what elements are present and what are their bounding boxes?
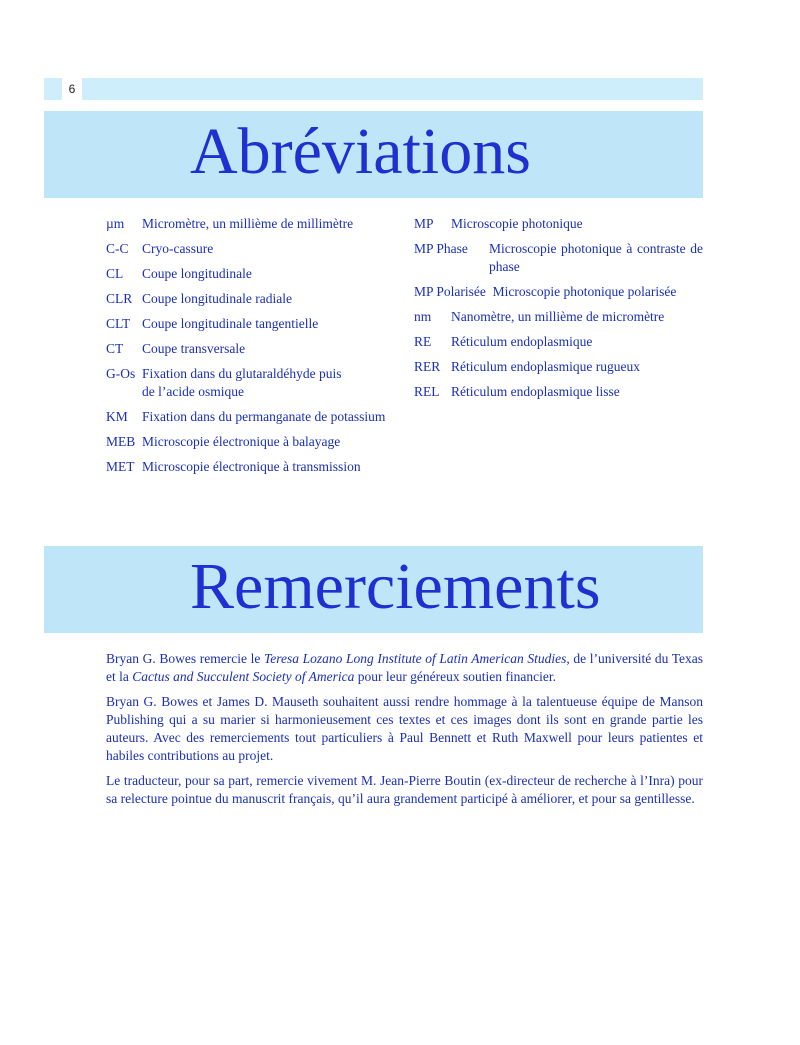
acknowledgements-body [106,650,703,815]
abbreviation-entry [414,383,703,401]
abbreviation-code: RER [414,359,441,374]
abbreviation-meaning: Réticulum endoplasmique rugueux [451,359,640,374]
acknowledgements-paragraph: Le traducteur, pour sa part, remercie vivement M. Jean-Pierre Boutin (ex-directeur de recherche à l’Inra) pour sa relecture pointue du manuscrit français, qu’il aura grandement participé à améliorer, et pour sa gentillesse. [106,773,703,806]
abbreviations-right-column [414,215,703,408]
abbreviation-entry [106,458,406,476]
abbreviation-code: RE [414,334,432,349]
abbreviation-meaning: Microscopie photonique à contraste de phase [489,241,703,274]
abbreviation-meaning: Coupe transversale [142,341,246,356]
abbreviation-entry [106,365,406,401]
abbreviation-code: µm [106,216,125,231]
abbreviation-meaning: Coupe longitudinale tangentielle [142,316,319,331]
abbreviation-entry [106,340,406,358]
abbreviation-entry [414,240,703,276]
abbreviation-meaning: Coupe longitudinale [142,266,252,281]
abbreviation-meaning: Micromètre, un millième de millimètre [142,216,354,231]
abbreviation-entry-line [414,283,703,301]
text-run: , de l’université du Texas et la [106,651,703,684]
abbreviation-entry [106,265,406,283]
abbreviation-entry [414,308,703,326]
institution-name: Teresa Lozano Long Institute of Latin American Studies [263,651,567,666]
abbreviation-entry [414,283,703,301]
abbreviation-entry [106,315,406,333]
abbreviation-code: CLT [106,316,131,331]
abbreviation-entry [106,408,406,426]
page-header-tab [44,78,62,100]
abbreviation-meaning: Microscopie photonique polarisée [492,284,677,299]
acknowledgements-paragraph: Bryan G. Bowes et James D. Mauseth souhaitent aussi rendre hommage à la talentueuse équipe de Manson Publishing qui a su marier si harmonieusement ces textes et ces images dont ils sont en grande partie les auteurs. Avec des remerciements tout particuliers à Paul Bennett et Ruth Maxwell pour leurs patientes et habiles contributions au projet. [106,694,703,763]
abbreviation-meaning: Microscopie électronique à transmission [142,459,361,474]
abbreviation-entry [106,240,406,258]
abbreviation-code: C-C [106,241,129,256]
abbreviation-code: KM [106,409,128,424]
abbreviation-meaning: Réticulum endoplasmique lisse [451,384,620,399]
abbreviation-entry [106,215,406,233]
acknowledgements-banner [44,546,703,633]
abbreviation-entry [414,215,703,233]
abbreviation-code: G-Os [106,366,136,381]
abbreviation-entry [106,433,406,451]
abbreviations-left-column [106,215,406,483]
abbreviation-entry [414,358,703,376]
abbreviation-entry [414,333,703,351]
abbreviation-meaning: Cryo-cassure [142,241,214,256]
abbreviation-code: MP Phase [414,241,468,256]
abbreviation-code: MP [414,216,434,231]
acknowledgements-title: Remerciements [190,550,601,623]
abbreviation-code: MEB [106,434,136,449]
abbreviation-meaning-continued: de l’acide osmique [142,384,244,399]
abbreviation-code: nm [414,309,432,324]
abbreviation-meaning: Nanomètre, un millième de micromètre [451,309,665,324]
abbreviation-code: REL [414,384,440,399]
text-run: pour leur généreux soutien financier. [354,669,557,684]
abbreviation-meaning: Fixation dans du permanganate de potassium [142,409,386,424]
society-name: Cactus and Succulent Society of America [132,669,355,684]
page-header-bar [44,78,703,100]
abbreviation-code: CL [106,266,124,281]
page-number: 6 [62,78,82,100]
abbreviation-code: MET [106,459,135,474]
abbreviation-entry [106,290,406,308]
abbreviation-code: CLR [106,291,133,306]
text-run: Bryan G. Bowes remercie le [106,651,264,666]
abbreviations-title: Abréviations [190,115,531,188]
abbreviation-meaning: Réticulum endoplasmique [451,334,593,349]
abbreviations-banner [44,111,703,198]
abbreviation-code: CT [106,341,124,356]
abbreviation-meaning: Coupe longitudinale radiale [142,291,292,306]
abbreviation-code: MP Polarisée [414,284,486,299]
abbreviation-meaning: Microscopie photonique [451,216,583,231]
acknowledgements-paragraph [106,650,703,686]
abbreviation-meaning: Microscopie électronique à balayage [142,434,341,449]
abbreviation-meaning: Fixation dans du glutaraldéhyde puis [142,366,342,381]
